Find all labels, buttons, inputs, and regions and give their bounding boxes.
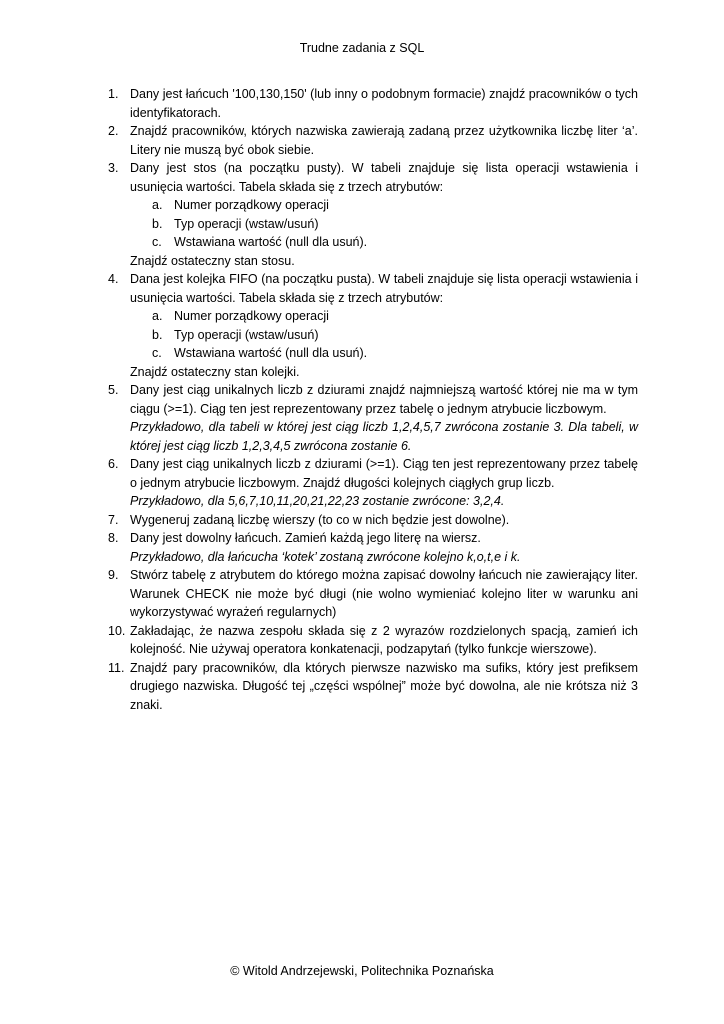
task-example: Przykładowo, dla 5,6,7,10,11,20,21,22,23 zostanie zwrócone: 3,2,4. bbox=[130, 494, 505, 508]
attribute-letter: c. bbox=[152, 235, 162, 249]
task-text: Wygeneruj zadaną liczbę wierszy (to co w nich będzie jest dowolne). bbox=[130, 512, 510, 527]
attribute-letter: b. bbox=[152, 216, 163, 231]
task-item bbox=[108, 85, 638, 122]
attribute-item bbox=[130, 344, 638, 363]
attribute-letter: b. bbox=[152, 327, 163, 342]
task-example: Przykładowo, dla tabeli w której jest ciąg liczb 1,2,4,5,7 zwrócona zostanie 3. Dla tabeli, w której jest ciąg liczb 1,2,3,4,5 zwrócona zostanie 6. bbox=[130, 420, 638, 453]
task-number: 7. bbox=[108, 512, 119, 527]
task-item bbox=[108, 122, 638, 159]
task-text: Dany jest ciąg unikalnych liczb z dziurami (>=1). Ciąg ten jest reprezentowany przez tabelę o jednym atrybucie liczbowym. Znajdź długości kolejnych ciągłych grup liczb. bbox=[130, 457, 638, 490]
task-text: Zakładając, że nazwa zespołu składa się z 2 wyrazów rozdzielonych spacją, zamień ich kolejność. Nie używaj operatora konkatenacji, podzapytań (tylko funkcje wierszowe). bbox=[130, 623, 638, 656]
task-item bbox=[108, 622, 638, 659]
task-item bbox=[108, 511, 638, 530]
task-text: Dany jest dowolny łańcuch. Zamień każdą jego literę na wiersz. bbox=[130, 531, 481, 545]
attribute-text: Numer porządkowy operacji bbox=[174, 198, 329, 212]
attribute-letter: a. bbox=[152, 198, 163, 212]
attribute-text: Numer porządkowy operacji bbox=[174, 309, 329, 323]
task-number: 1. bbox=[108, 87, 119, 101]
page-footer bbox=[0, 964, 724, 979]
task-list bbox=[108, 85, 638, 714]
attribute-item bbox=[130, 233, 638, 252]
task-number: 4. bbox=[108, 272, 119, 286]
attribute-text: Typ operacji (wstaw/usuń) bbox=[174, 216, 319, 231]
task-number: 10. bbox=[108, 623, 126, 638]
task-item bbox=[108, 455, 638, 511]
attribute-letter: c. bbox=[152, 346, 162, 360]
task-text: Znajdź pary pracowników, dla których pierwsze nazwisko ma sufiks, który jest prefiksem drugiego nazwiska. Długość tej „części wspólnej” może być dowolna, ale nie krótsza niż 3 znaki. bbox=[130, 660, 638, 712]
task-text: Znajdź pracowników, których nazwiska zawierają zadaną przez użytkownika liczbę liter ‘a’. Litery nie muszą być obok siebie. bbox=[130, 124, 638, 157]
attribute-text: Wstawiana wartość (null dla usuń). bbox=[174, 235, 368, 249]
task-item bbox=[108, 566, 638, 622]
attribute-text: Wstawiana wartość (null dla usuń). bbox=[174, 346, 368, 360]
attribute-item bbox=[130, 196, 638, 215]
attribute-list bbox=[130, 196, 638, 252]
page-title: Trudne zadania z SQL bbox=[299, 41, 425, 55]
attribute-item bbox=[130, 307, 638, 326]
copyright-text: © Witold Andrzejewski, Politechnika Poznańska bbox=[230, 964, 494, 978]
task-text: Dany jest łańcuch '100,130,150' (lub inny o podobnym formacie) znajdź pracowników o tych identyfikatorach. bbox=[130, 87, 638, 120]
task-item bbox=[108, 270, 638, 381]
task-item bbox=[108, 529, 638, 566]
task-item bbox=[108, 659, 638, 715]
attribute-item bbox=[130, 215, 638, 234]
task-conclusion: Znajdź ostateczny stan kolejki. bbox=[130, 364, 300, 379]
task-number: 11. bbox=[108, 660, 125, 675]
task-number: 9. bbox=[108, 568, 119, 582]
attribute-letter: a. bbox=[152, 309, 163, 323]
task-number: 3. bbox=[108, 161, 119, 175]
task-text: Dana jest kolejka FIFO (na początku pusta). W tabeli znajduje się lista operacji wstawienia i usunięcia wartości. Tabela składa się z trzech atrybutów: bbox=[130, 272, 638, 305]
task-item bbox=[108, 159, 638, 270]
task-number: 8. bbox=[108, 531, 119, 545]
task-number: 5. bbox=[108, 383, 119, 397]
task-text: Dany jest ciąg unikalnych liczb z dziurami znajdź najmniejszą wartość której nie ma w tym ciągu (>=1). Ciąg ten jest reprezentowany przez tabelę o jednym atrybucie liczbowym. bbox=[130, 383, 638, 416]
attribute-item bbox=[130, 326, 638, 345]
task-number: 6. bbox=[108, 457, 119, 471]
task-item bbox=[108, 381, 638, 455]
page-header bbox=[0, 41, 724, 56]
task-text: Stwórz tabelę z atrybutem do którego można zapisać dowolny łańcuch nie zawierający liter. Warunek CHECK nie może być długi (nie wolno wymieniać kolejno liter w warunku ani wykorzystywać wyrażeń regularnych) bbox=[130, 568, 638, 619]
task-number: 2. bbox=[108, 124, 119, 138]
task-text: Dany jest stos (na początku pusty). W tabeli znajduje się lista operacji wstawienia i usunięcia wartości. Tabela składa się z trzech atrybutów: bbox=[130, 161, 638, 194]
attribute-text: Typ operacji (wstaw/usuń) bbox=[174, 327, 319, 342]
attribute-list bbox=[130, 307, 638, 363]
task-example: Przykładowo, dla łańcucha ‘kotek’ zostaną zwrócone kolejno k,o,t,e i k. bbox=[130, 549, 521, 564]
task-conclusion: Znajdź ostateczny stan stosu. bbox=[130, 253, 295, 268]
